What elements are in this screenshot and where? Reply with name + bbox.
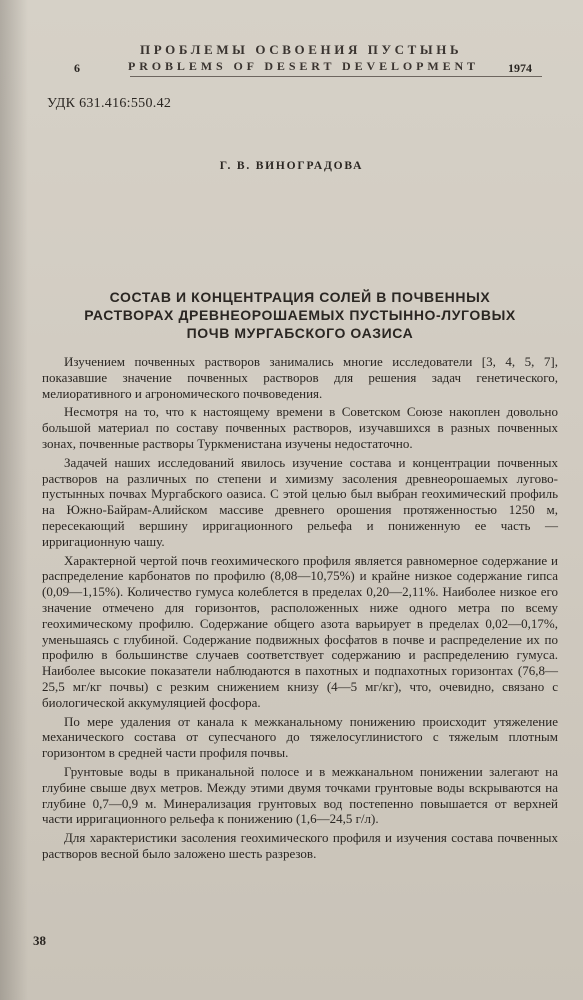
title-line-1: СОСТАВ И КОНЦЕНТРАЦИЯ СОЛЕЙ В ПОЧВЕННЫХ [109,289,491,305]
paragraph: Для характеристики засоления геохимического профиля и изучения состава почвенных растворов весной было заложено шесть разрезов. [42,830,558,861]
title-line-2: РАСТВОРАХ ДРЕВНЕОРОШАЕМЫХ ПУСТЫННО-ЛУГОВЫХ [84,307,516,323]
paragraph: Изучением почвенных растворов занимались многие исследователи [3, 4, 5, 7], показавшие значение почвенных растворов для решения задач генетического, мелиоративного и агрономического почвоведения. [42,354,558,401]
footer-page-number: 38 [33,933,46,948]
article-title [60,288,540,342]
paragraph: Несмотря на то, что к настоящему времени в Советском Союзе накоплен довольно большой материал по составу почвенных растворов, изучавшихся в разных почвенных зонах, почвенные растворы Туркменистана изучены недостаточно. [42,404,558,451]
running-header [60,42,540,84]
title-line-3: ПОЧВ МУРГАБСКОГО ОАЗИСА [186,325,414,341]
paragraph: Характерной чертой почв геохимического профиля является равномерное содержание и распределение карбонатов по профилю (8,08—10,75%) и крайне низкое содержание гипса (0,09—1,15%). Количество гумуса колеблется в пределах 0,20—2,11%. Наиболее низкое его значение отмечено для горизонтов, расположенных ниже одного метра по всему геохимическому профилю. Содержание общего азота варьирует в пределах 0,02—0,17%, уменьшаясь с глубиной. Содержание подвижных фосфатов в почве и распределение их по профилю в большинстве случаев соответствует содержанию и распределению гумуса. Наиболее высокие показатели наблюдаются в пахотных и подпахотных горизонтах (76,8—25,5 мг/кг почвы) с резким снижением книзу (4—5 мг/кг), что, очевидно, связано с биологической аккумуляцией фосфора. [42,552,558,710]
paragraph: Грунтовые воды в приканальной полосе и в межканальном понижении залегают на глубине свыше двух метров. Между этими двумя точками грунтовые воды вскрываются на глубине 0,7—0,9 м. Минерализация грунтовых вод постепенно повышается от верхней части ирригационного рельефа к понижению (1,6—24,5 г/л). [42,763,558,827]
journal-title-en: PROBLEMS OF DESERT DEVELOPMENT [128,59,479,73]
udk-code: УДК 631.416:550.42 [47,96,172,111]
author-name: Г. В. ВИНОГРАДОВА [219,160,364,172]
spine-shadow [0,0,28,1000]
paragraph: Задачей наших исследований явилось изучение состава и концентрации почвенных растворов на различных по степени и химизму засоления древнеорошаемых лугово-пустынных почвах Мургабского оазиса. С этой целью был выбран геохимический профиль на Южно-Байрам-Алийском массиве древнего орошения протяженностью 1250 м, пересекающий вершину ирригационного рельефа и пониженную ее часть — ирригационную чашу. [42,454,558,549]
journal-title-ru: ПРОБЛЕМЫ ОСВОЕНИЯ ПУСТЫНЬ [140,42,463,57]
header-year: 1974 [508,61,532,75]
header-rule [130,76,542,77]
paragraph: По мере удаления от канала к межканальному понижению происходит утяжеление механического состава от супесчаного до тяжелосуглинистого с тяжелым плотным горизонтом в средней части профиля почвы. [42,713,558,761]
article-body [42,354,558,865]
header-page-number: 6 [74,61,80,75]
